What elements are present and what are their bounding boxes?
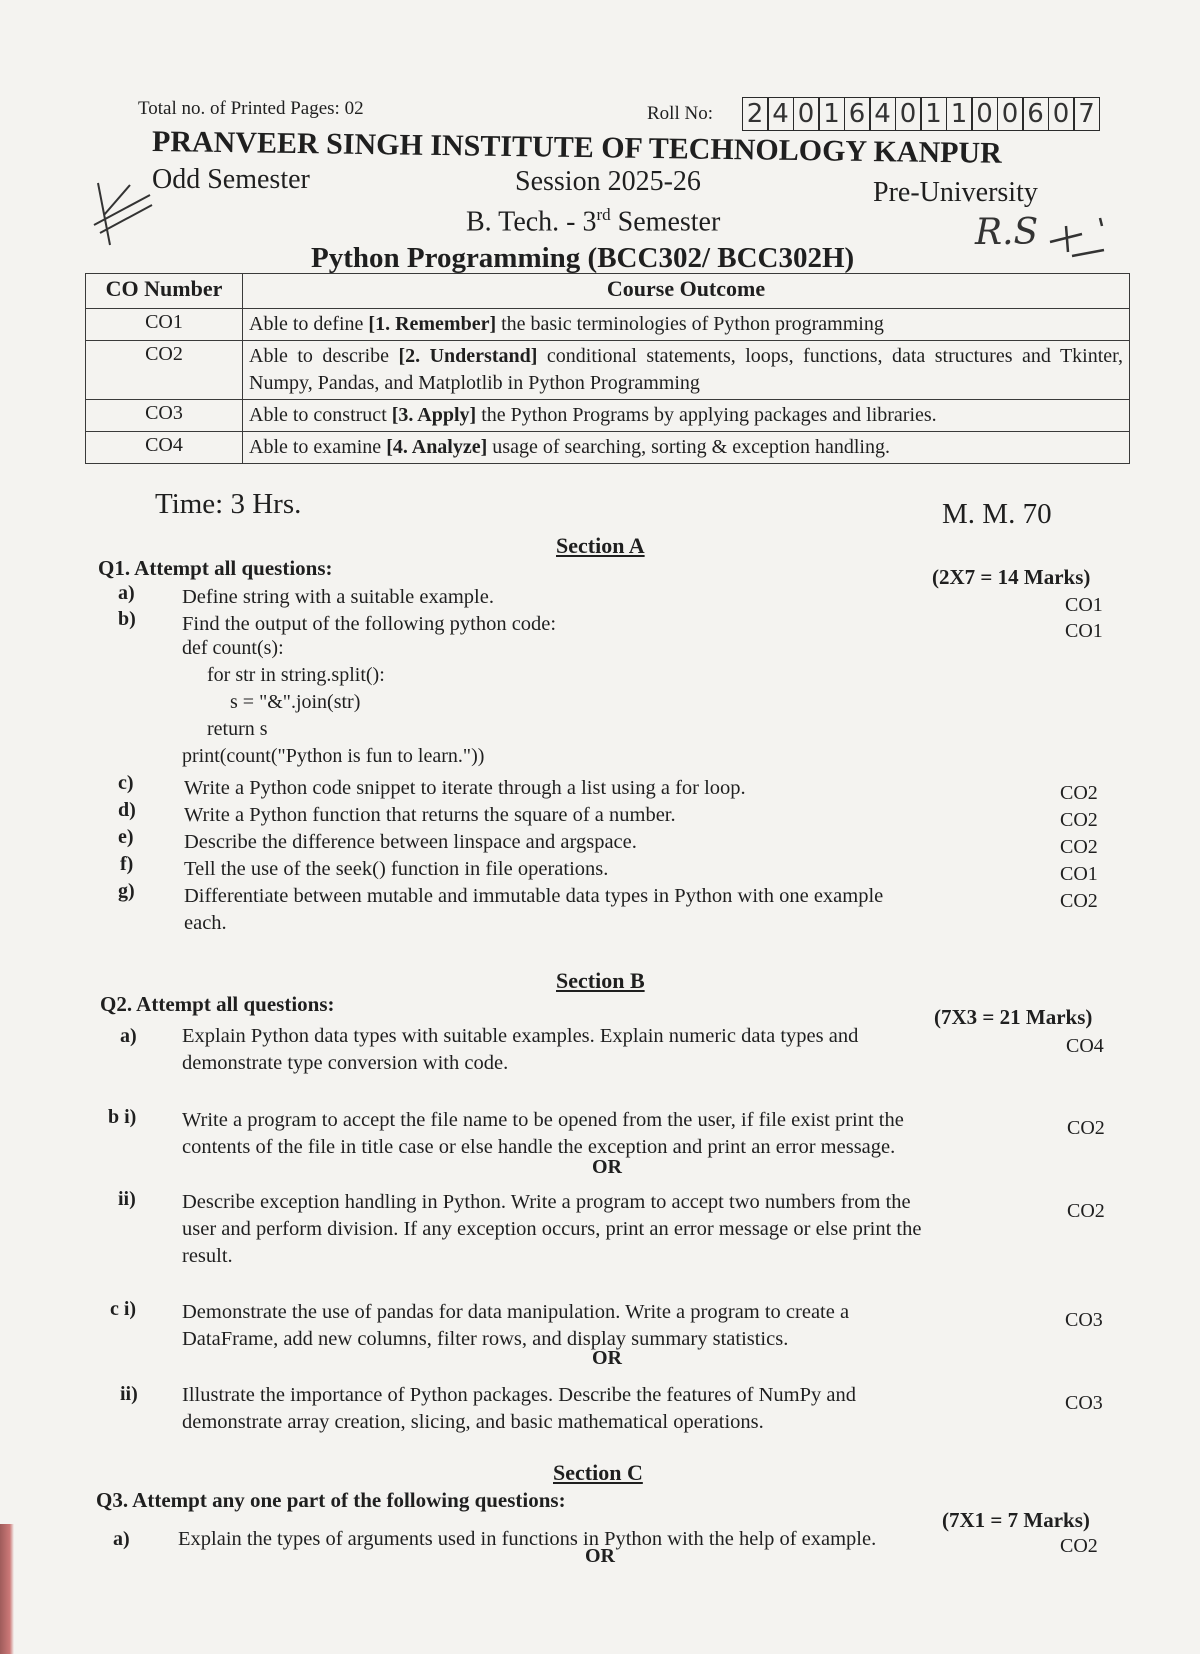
section-c-title: Section C	[553, 1460, 643, 1485]
section-a-title: Section A	[556, 533, 645, 558]
roll-digit: 0	[793, 97, 820, 131]
outcome-cell: Able to examine [4. Analyze] usage of searching, sorting & exception handling.	[243, 432, 1130, 464]
or-separator: OR	[585, 1545, 615, 1567]
table-row	[86, 309, 1130, 341]
co-tag: CO2	[1060, 809, 1098, 831]
table-row	[86, 432, 1130, 464]
co-cell: CO1	[86, 309, 243, 341]
outcome-cell: Able to describe [2. Understand] conditional statements, loops, functions, data structures and Tkinter, Numpy, Pandas, and Matplotlib in Python Programming	[243, 341, 1130, 400]
question-text: result.	[182, 1245, 233, 1267]
co-tag: CO2	[1067, 1117, 1105, 1139]
q-label: e)	[118, 826, 134, 848]
question-text: Write a Python function that returns the square of a number.	[184, 804, 676, 826]
signature-stroke-icon	[1042, 212, 1112, 262]
question-text: Illustrate the importance of Python packages. Describe the features of NumPy and	[182, 1384, 857, 1406]
roll-number-boxes	[743, 97, 1100, 131]
q-label: ii)	[118, 1188, 136, 1210]
max-marks: M. M. 70	[942, 498, 1052, 530]
semester: Odd Semester	[152, 164, 310, 195]
q-label: g)	[118, 880, 135, 902]
roll-digit: 4	[869, 97, 896, 131]
co-cell: CO2	[86, 341, 243, 400]
co-tag: CO1	[1065, 594, 1103, 616]
question-text: Explain the types of arguments used in functions in Python with the help of example.	[178, 1528, 877, 1550]
q-label: ii)	[120, 1383, 138, 1405]
program: B. Tech. - 3rd Semester	[466, 205, 721, 238]
question-text: demonstrate array creation, slicing, and basic mathematical operations.	[182, 1411, 764, 1433]
co-tag: CO2	[1060, 782, 1098, 804]
roll-digit: 2	[742, 97, 769, 131]
outcome-cell: Able to define [1. Remember] the basic terminologies of Python programming	[243, 309, 1130, 341]
session: Session 2025-26	[515, 166, 701, 197]
exam-time: Time: 3 Hrs.	[155, 488, 302, 520]
section-b-title: Section B	[556, 968, 645, 993]
q3-marks: (7X1 = 7 Marks)	[942, 1508, 1090, 1532]
q-label: b i)	[108, 1106, 137, 1128]
roll-digit: 0	[1048, 97, 1075, 131]
co-tag: CO1	[1065, 620, 1103, 642]
q-label: d)	[118, 799, 136, 821]
page-edge-shadow	[0, 1524, 14, 1654]
q-label: c)	[118, 772, 134, 794]
code-line: def count(s):	[182, 637, 284, 659]
subject-title: Python Programming (BCC302/ BCC302H)	[311, 242, 855, 274]
scribble-mark	[90, 175, 160, 255]
q-label: b)	[118, 608, 136, 630]
q1-heading: Q1. Attempt all questions:	[98, 556, 333, 580]
table-header-row	[86, 274, 1130, 309]
roll-digit: 0	[895, 97, 922, 131]
roll-digit: 1	[946, 97, 973, 131]
roll-digit: 0	[971, 97, 998, 131]
co-tag: CO2	[1060, 836, 1098, 858]
co-cell: CO4	[86, 432, 243, 464]
roll-label: Roll No:	[647, 103, 713, 124]
roll-digit: 6	[844, 97, 871, 131]
question-text: Tell the use of the seek() function in file operations.	[184, 858, 609, 880]
question-text: Define string with a suitable example.	[182, 586, 494, 608]
question-text: contents of the file in title case or else handle the exception and print an error message.	[182, 1136, 896, 1158]
roll-digit: 0	[997, 97, 1024, 131]
roll-digit: 4	[767, 97, 794, 131]
question-text: Describe the difference between linspace and argspace.	[184, 831, 637, 853]
question-text: Explain Python data types with suitable examples. Explain numeric data types and	[182, 1025, 859, 1047]
code-line: return s	[207, 718, 268, 740]
code-line: print(count("Python is fun to learn."))	[182, 745, 485, 767]
co-tag: CO1	[1060, 863, 1098, 885]
code-line: s = "&".join(str)	[230, 691, 361, 713]
q3-heading: Q3. Attempt any one part of the following questions:	[96, 1488, 566, 1512]
q-label: a)	[118, 582, 135, 604]
co-tag: CO3	[1065, 1309, 1103, 1331]
or-separator: OR	[592, 1347, 622, 1369]
co-tag: CO4	[1066, 1035, 1104, 1057]
invigilator-signature: R.S	[975, 212, 1112, 262]
table-row	[86, 400, 1130, 432]
roll-digit: 1	[818, 97, 845, 131]
table-row	[86, 341, 1130, 400]
question-text: Demonstrate the use of pandas for data manipulation. Write a program to create a	[182, 1301, 850, 1323]
co-tag: CO2	[1067, 1200, 1105, 1222]
outcome-cell: Able to construct [3. Apply] the Python Programs by applying packages and libraries.	[243, 400, 1130, 432]
q-label: a)	[113, 1528, 130, 1550]
question-text: Write a program to accept the file name to be opened from the user, if file exist print the	[182, 1109, 904, 1131]
course-outcome-header: Course Outcome	[243, 274, 1130, 309]
code-line: for str in string.split():	[207, 664, 385, 686]
course-outcome-table	[85, 273, 1130, 464]
or-separator: OR	[592, 1156, 622, 1178]
exam-type: Pre-University	[873, 177, 1038, 208]
q1-marks: (2X7 = 14 Marks)	[932, 565, 1091, 589]
roll-digit: 1	[920, 97, 947, 131]
printed-pages: Total no. of Printed Pages: 02	[138, 98, 364, 119]
q-label: f)	[120, 853, 134, 875]
q2-marks: (7X3 = 21 Marks)	[934, 1005, 1093, 1029]
co-tag: CO2	[1060, 890, 1098, 912]
q-label: a)	[120, 1025, 137, 1047]
question-text: demonstrate type conversion with code.	[182, 1052, 509, 1074]
co-tag: CO3	[1065, 1392, 1103, 1414]
question-text: Differentiate between mutable and immutable data types in Python with one example	[184, 885, 884, 907]
roll-digit: 6	[1022, 97, 1049, 131]
question-text-continued: each.	[184, 912, 227, 934]
question-text: user and perform division. If any exception occurs, print an error message or else print the	[182, 1218, 922, 1240]
co-number-header: CO Number	[86, 274, 243, 309]
co-cell: CO3	[86, 400, 243, 432]
question-text: Describe exception handling in Python. Write a program to accept two numbers from the	[182, 1191, 911, 1213]
q-label: c i)	[110, 1298, 137, 1320]
q2-heading: Q2. Attempt all questions:	[100, 992, 335, 1016]
roll-digit: 7	[1073, 97, 1100, 131]
question-text: Write a Python code snippet to iterate through a list using a for loop.	[184, 777, 746, 799]
question-text: Find the output of the following python code:	[182, 613, 557, 635]
question-text: DataFrame, add new columns, filter rows, and display summary statistics.	[182, 1328, 789, 1350]
institute-name: PRANVEER SINGH INSTITUTE OF TECHNOLOGY KANPUR	[151, 125, 1002, 170]
co-tag: CO2	[1060, 1535, 1098, 1557]
